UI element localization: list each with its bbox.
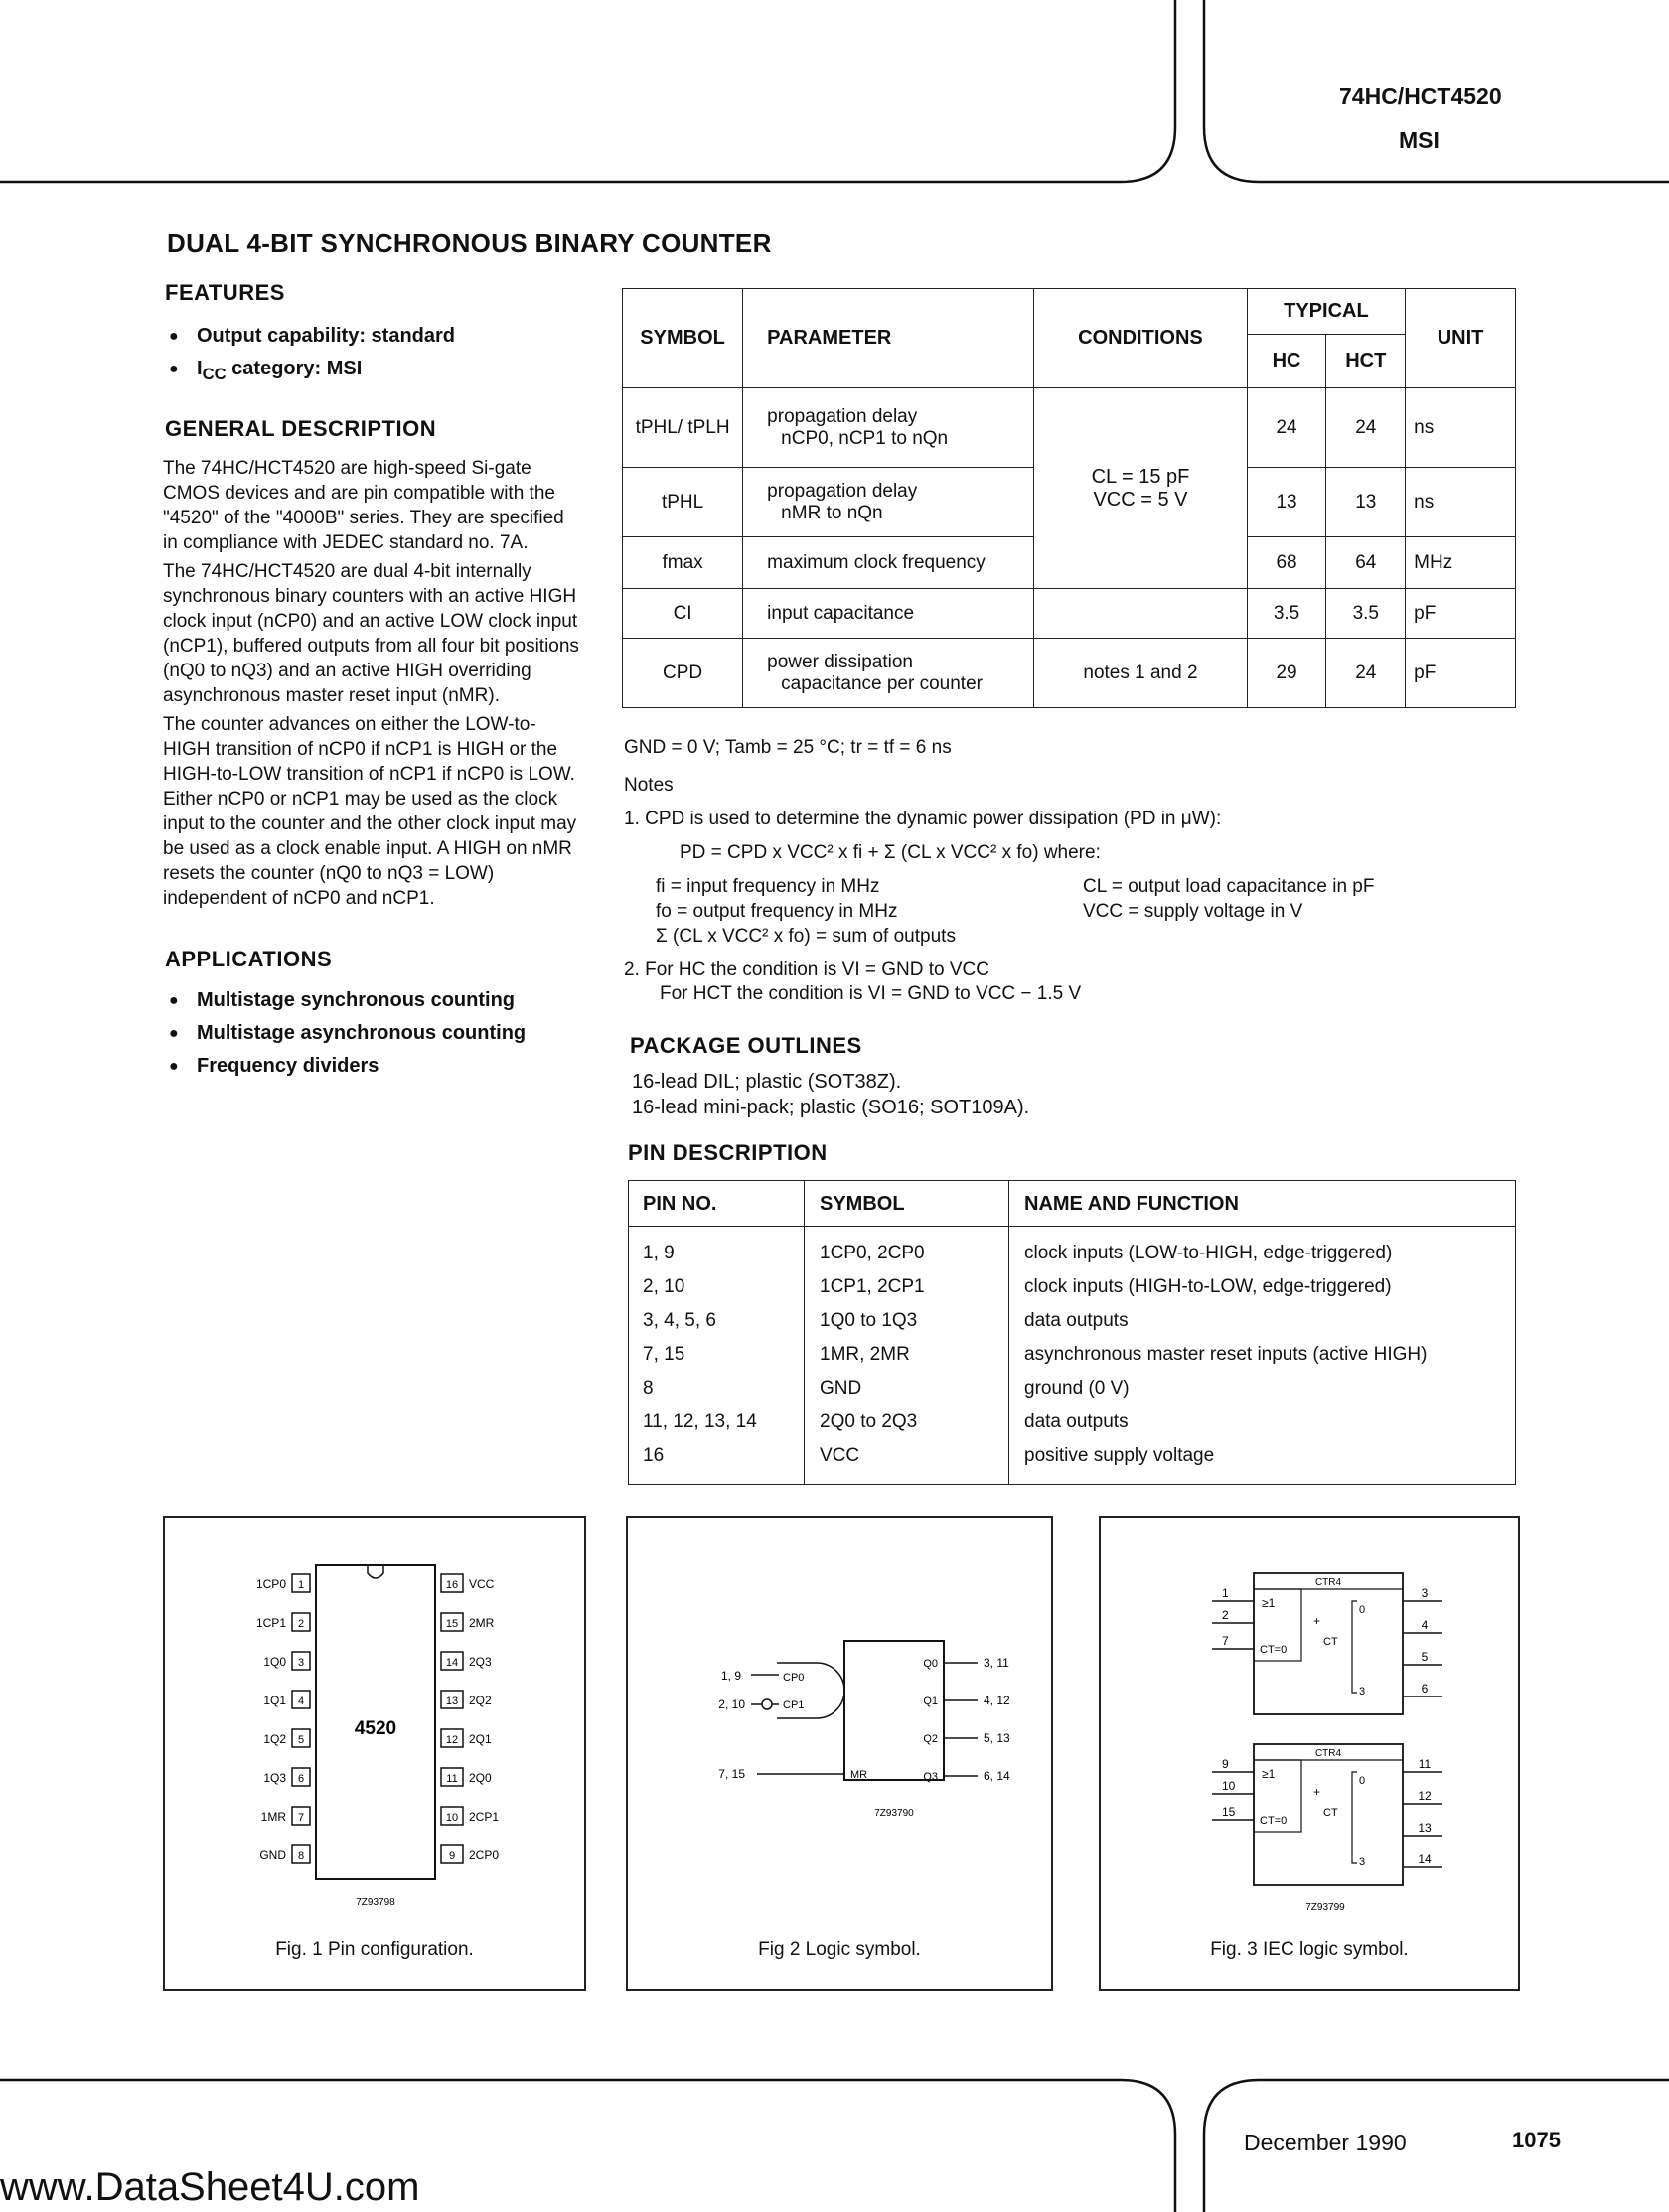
note-fo: fo = output frequency in MHz [656,901,898,922]
counter-block [1212,1573,1442,1714]
output-number: 4 [1421,1618,1429,1632]
bracket [1352,1772,1357,1863]
col-hct: HCT [1326,335,1406,388]
svg-text:7, 15: 7, 15 [718,1767,745,1781]
pin-number: 11 [446,1773,458,1785]
table-row: 2, 10 1CP1, 2CP1 clock inputs (HIGH-to-LOW, edge-triggered) [643,1276,1392,1297]
general-p1: The 74HC/HCT4520 are high-speed Si-gate CMOS devices and are pin compatible with the "4520" of the "4000B" series. They are specified in compliance with JEDEC standard no. 7A. [163,458,564,553]
col-typical: TYPICAL [1247,289,1406,335]
output-number: 3 [1421,1586,1429,1600]
iec-symbol [1101,1518,1518,1935]
pin-label: 2Q2 [469,1694,492,1707]
pin-number: 3 [297,1657,305,1669]
pin-label: 2MR [469,1616,495,1630]
part-category: MSI [1399,127,1440,153]
note-1: 1. CPD is used to determine the dynamic power dissipation (PD in μW): [624,809,1222,829]
col-unit: UNIT [1406,289,1516,388]
merged-conditions: CL = 15 pF VCC = 5 V [1034,388,1247,589]
applications-list [163,984,580,1083]
svg-text:MR: MR [850,1769,868,1781]
pin-number: 6 [297,1773,305,1785]
col-parameter: PARAMETER [743,289,1034,388]
output-number: 12 [1418,1789,1432,1803]
conditions-line: GND = 0 V; Tamb = 25 °C; tr = tf = 6 ns [624,737,952,758]
features-list [163,320,580,390]
input-number: 7 [1222,1634,1229,1648]
input-number: 9 [1222,1757,1229,1771]
output-number: 5 [1421,1650,1429,1664]
pin-label: 1Q0 [263,1655,286,1669]
pin-diagram [165,1518,584,1935]
figure-1 [163,1516,586,1991]
table-row: 3, 4, 5, 6 1Q0 to 1Q3 data outputs [643,1310,1129,1331]
pin-number: 5 [297,1734,305,1746]
pin-number: 13 [445,1696,459,1707]
table-row: fmax maximum clock frequency 68 64 MHz [623,537,1516,589]
output-number: 6 [1421,1682,1429,1696]
col-conditions: CONDITIONS [1034,289,1247,388]
table-row: 11, 12, 13, 14 2Q0 to 2Q3 data outputs [643,1411,1129,1432]
table-row: 16 VCC positive supply voltage [643,1445,1215,1466]
pin-label: 2Q3 [469,1655,492,1669]
table-row: 8 GND ground (0 V) [643,1378,1130,1399]
output-label: Q2 [923,1733,938,1745]
table-row: CI input capacitance 3.5 3.5 pF [623,589,1516,639]
logic-symbol [628,1518,1051,1935]
pin-label: 1Q2 [263,1732,286,1746]
ct-label: CT [1323,1807,1338,1819]
figure-caption: Fig. 1 Pin configuration. [275,1939,474,1960]
general-heading: GENERAL DESCRIPTION [165,416,437,441]
figure-code: 7Z93799 [1305,1902,1345,1913]
watermark: www.DataSheet4U.com [0,2165,420,2209]
pin-label: 1Q3 [263,1771,286,1785]
page-title: DUAL 4-BIT SYNCHRONOUS BINARY COUNTER [167,228,772,258]
count-label: + [1313,1785,1321,1799]
figure-code: 7Z93790 [874,1808,914,1819]
col-symbol: SYMBOL [820,1192,905,1215]
pin-number: 9 [448,1850,456,1862]
pin-label: GND [259,1848,286,1862]
pin-label: 2Q0 [469,1771,492,1785]
package-heading: PACKAGE OUTLINES [630,1033,862,1058]
ct-label: CT [1323,1636,1338,1648]
output-number: 5, 13 [984,1731,1010,1745]
pin-label: VCC [469,1577,495,1591]
svg-text:CP0: CP0 [783,1672,805,1684]
table-row: 7, 15 1MR, 2MR asynchronous master reset inputs (active HIGH) [643,1344,1428,1365]
table-row: tPHL propagation delay nMR to nQn 13 13 ns [623,468,1516,537]
pin-number: 7 [297,1812,305,1824]
list-item: ● Multistage synchronous counting [163,984,580,1017]
input-number: 1 [1222,1586,1229,1600]
or-label: ≥1 [1262,1596,1276,1610]
svg-text:CP1: CP1 [783,1699,805,1711]
counter-block [1212,1744,1442,1885]
pin-number: 2 [297,1618,305,1630]
pin-label: 2CP0 [469,1848,500,1862]
pin-label: 1MR [260,1810,286,1824]
list-item: ● Frequency dividers [163,1050,580,1083]
or-label: ≥1 [1262,1767,1276,1781]
col-pin: PIN NO. [643,1192,717,1215]
table-row: CPD power dissipation capacitance per counter notes 1 and 2 29 24 pF [623,639,1516,708]
col-hc: HC [1247,335,1326,388]
note-2a: 2. For HC the condition is VI = GND to VCC [624,959,989,980]
reset-label: CT=0 [1260,1815,1288,1827]
count-label: + [1313,1614,1321,1628]
table-row: tPHL/ tPLH propagation delay nCP0, nCP1 to nQn CL = 15 pF VCC = 5 V 24 24 ns [623,388,1516,468]
output-label: Q0 [923,1658,938,1670]
bracket [1352,1601,1357,1693]
applications-heading: APPLICATIONS [165,947,333,971]
col-name: NAME AND FUNCTION [1024,1192,1239,1215]
pin-number: 15 [445,1618,459,1630]
output-number: 4, 12 [984,1694,1010,1707]
note-cl: CL = output load capacitance in pF [1083,876,1375,897]
col-symbol: SYMBOL [623,289,743,388]
pin-description-heading: PIN DESCRIPTION [628,1140,828,1165]
figure-code: 7Z93798 [356,1897,395,1908]
list-item: ● $I_{CC}$ category: MSI [163,353,580,390]
block-title: CTR4 [1314,1577,1342,1588]
pin-number: 8 [297,1850,305,1862]
bit-label: 3 [1359,1856,1366,1868]
output-group [923,1656,1010,1783]
note-vcc: VCC = supply voltage in V [1083,901,1303,922]
part-number: 74HC/HCT4520 [1339,83,1502,109]
pin-label: 2Q1 [469,1732,492,1746]
output-label: Q1 [923,1696,938,1707]
figure-3 [1099,1516,1520,1991]
output-number: 3, 11 [984,1656,1009,1670]
input-number: 10 [1222,1779,1236,1793]
bit-label: 0 [1359,1775,1366,1787]
bit-label: 0 [1359,1604,1366,1616]
output-number: 14 [1418,1852,1432,1866]
output-label: Q3 [923,1771,938,1783]
figure-caption: Fig 2 Logic symbol. [758,1939,921,1960]
block-title: CTR4 [1314,1748,1342,1759]
note-2b: For HCT the condition is VI = GND to VCC − 1.5 V [660,983,1082,1004]
pin-number: 16 [445,1579,459,1591]
output-number: 13 [1418,1821,1432,1835]
footer-date: December 1990 [1244,2130,1407,2155]
page-number: 1075 [1512,2128,1561,2152]
chip-label: 4520 [354,1718,397,1739]
note-formula: PD = CPD x VCC² x fi + Σ (CL x VCC² x fo) where: [680,842,1101,863]
typical-table [622,288,1516,708]
note-sum: Σ (CL x VCC² x fo) = sum of outputs [656,926,956,947]
pin-label: 2CP1 [469,1810,500,1824]
pin-number: 14 [445,1657,459,1669]
pin-number: 1 [297,1579,305,1591]
features-heading: FEATURES [165,280,285,305]
package-lines: 16-lead DIL; plastic (SOT38Z). 16-lead mini-pack; plastic (SO16; SOT109A). [632,1071,1030,1118]
input-number: 2 [1222,1608,1229,1622]
output-number: 6, 14 [984,1769,1010,1783]
pin-number: 4 [297,1696,305,1707]
table-row: 1, 9 1CP0, 2CP0 clock inputs (LOW-to-HIGH, edge-triggered) [643,1243,1393,1263]
input-number: 15 [1222,1805,1236,1819]
svg-text:2, 10: 2, 10 [718,1697,745,1711]
pin-number: 12 [445,1734,459,1746]
pin-label: 1Q1 [263,1694,286,1707]
pin-table [629,1181,1515,1479]
note-fi: fi = input frequency in MHz [656,876,880,897]
notes-heading: Notes [624,775,674,796]
figure-2 [626,1516,1053,1991]
general-p2: The 74HC/HCT4520 are dual 4-bit internally synchronous binary counters with an active HIGH clock input (nCP0) and an active LOW clock input (nCP1), buffered outputs from all four bit positions (nQ0 to nQ3) and an active HIGH overriding asynchronous master reset input (nMR). [163,561,579,706]
left-column [163,280,580,1083]
pin-number: 10 [445,1812,459,1824]
list-item: ● Output capability: standard [163,320,580,353]
general-p3: The counter advances on either the LOW-to-HIGH transition of nCP0 if nCP1 is HIGH or the HIGH-to-LOW transition of nCP1 if nCP0 is LOW. Either nCP0 or nCP1 may be used as the clock input to the counter and the other clock input may be used as a clock enable input. A HIGH on nMR resets the counter (nQ0 to nQ3 = LOW) independent of nCP0 and nCP1. [163,714,577,909]
pin-label: 1CP1 [255,1616,286,1630]
list-item: ● Multistage asynchronous counting [163,1017,580,1050]
svg-text:1, 9: 1, 9 [720,1669,741,1683]
figure-caption: Fig. 3 IEC logic symbol. [1210,1939,1409,1960]
bit-label: 3 [1359,1686,1366,1697]
pin-label: 1CP0 [255,1577,286,1591]
reset-label: CT=0 [1260,1644,1288,1656]
output-number: 11 [1418,1757,1432,1771]
